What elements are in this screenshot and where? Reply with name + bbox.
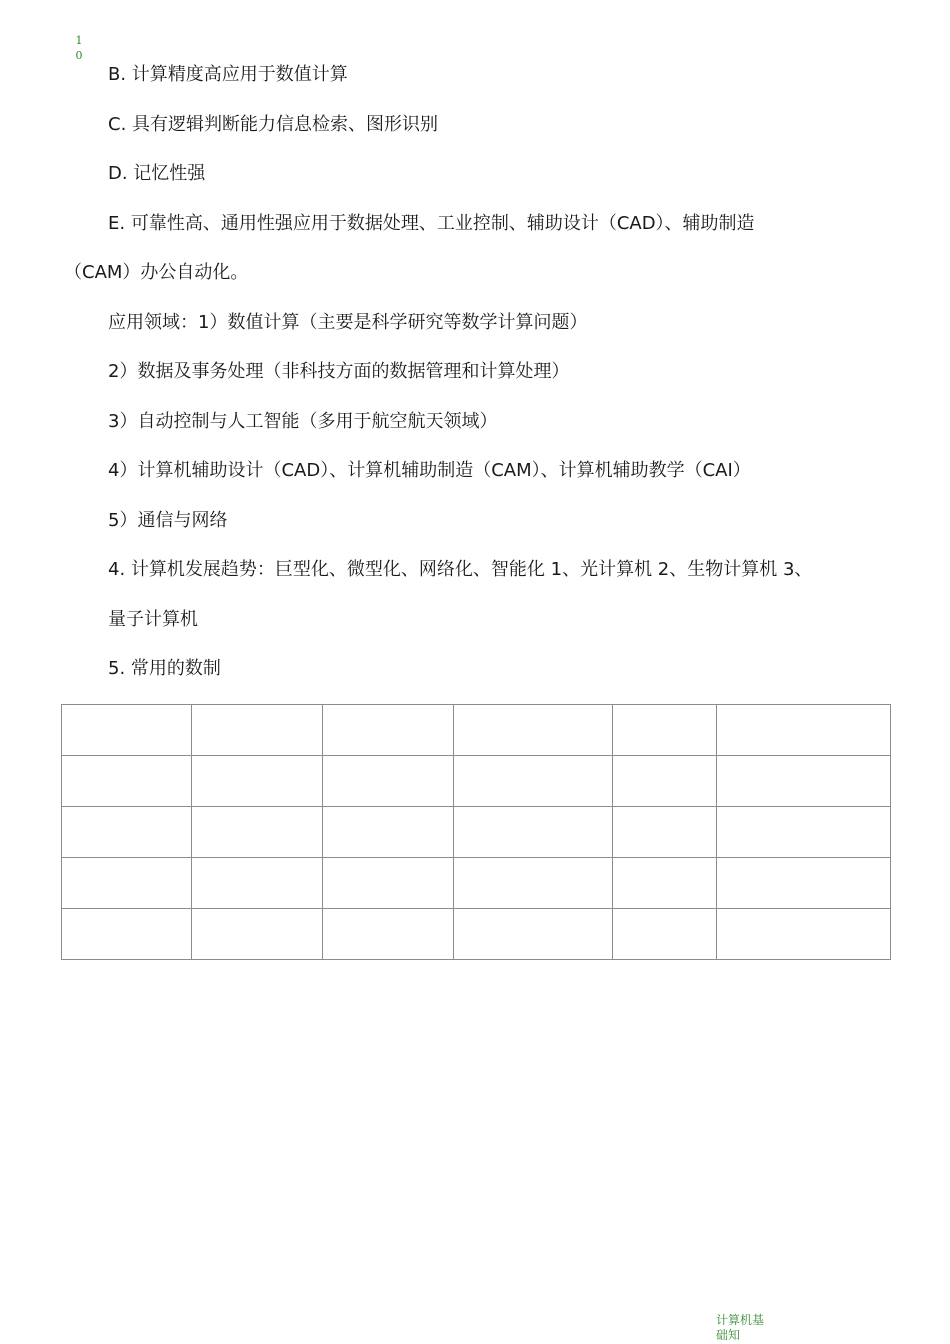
text-line-d: D. 记忆性强 <box>108 163 206 184</box>
table-cell <box>62 858 192 909</box>
application-item-3: 3）自动控制与人工智能（多用于航空航天领域） <box>108 411 498 432</box>
table-row <box>62 858 891 909</box>
table-cell <box>323 807 454 858</box>
table-row <box>62 807 891 858</box>
application-areas-heading: 应用领域：1）数值计算（主要是科学研究等数学计算问题） <box>108 312 588 333</box>
development-trends-continued: 量子计算机 <box>108 609 198 630</box>
table-cell <box>192 705 323 756</box>
table-cell <box>717 807 891 858</box>
table-cell <box>323 909 454 960</box>
table-cell <box>613 807 717 858</box>
table-cell <box>62 705 192 756</box>
table-row <box>62 705 891 756</box>
table-cell <box>717 858 891 909</box>
table-cell <box>192 756 323 807</box>
table-cell <box>613 909 717 960</box>
development-trends: 4. 计算机发展趋势：巨型化、微型化、网络化、智能化 1、光计算机 2、生物计算机 3、 <box>108 559 813 580</box>
table-cell <box>613 858 717 909</box>
table-cell <box>454 909 613 960</box>
table-cell <box>613 756 717 807</box>
table-cell <box>323 705 454 756</box>
text-line-c: C. 具有逻辑判断能力信息检索、图形识别 <box>108 114 439 135</box>
page-number: 10 <box>75 34 83 62</box>
application-item-2: 2）数据及事务处理（非科技方面的数据管理和计算处理） <box>108 361 570 382</box>
table-cell <box>454 705 613 756</box>
number-systems-table <box>61 704 891 960</box>
table-cell <box>613 705 717 756</box>
table-cell <box>717 909 891 960</box>
text-line-e: E. 可靠性高、通用性强应用于数据处理、工业控制、辅助设计（CAD）、辅助制造 <box>108 213 755 234</box>
table-cell <box>323 858 454 909</box>
text-line-e-continued: （CAM）办公自动化。 <box>64 262 249 283</box>
footer-note: 计算机基础知 <box>716 1313 765 1342</box>
table-cell <box>323 756 454 807</box>
table-cell <box>192 807 323 858</box>
table-row <box>62 909 891 960</box>
table-cell <box>192 909 323 960</box>
table-cell <box>192 858 323 909</box>
table-cell <box>62 807 192 858</box>
text-line-b: B. 计算精度高应用于数值计算 <box>108 64 348 85</box>
number-systems-heading: 5. 常用的数制 <box>108 658 221 679</box>
table-cell <box>62 756 192 807</box>
table-cell <box>62 909 192 960</box>
table-cell <box>454 807 613 858</box>
table-cell <box>454 858 613 909</box>
table-cell <box>717 756 891 807</box>
table-row <box>62 756 891 807</box>
application-item-4: 4）计算机辅助设计（CAD）、计算机辅助制造（CAM）、计算机辅助教学（CAI） <box>108 460 751 481</box>
table-cell <box>454 756 613 807</box>
table-cell <box>717 705 891 756</box>
application-item-5: 5）通信与网络 <box>108 510 228 531</box>
